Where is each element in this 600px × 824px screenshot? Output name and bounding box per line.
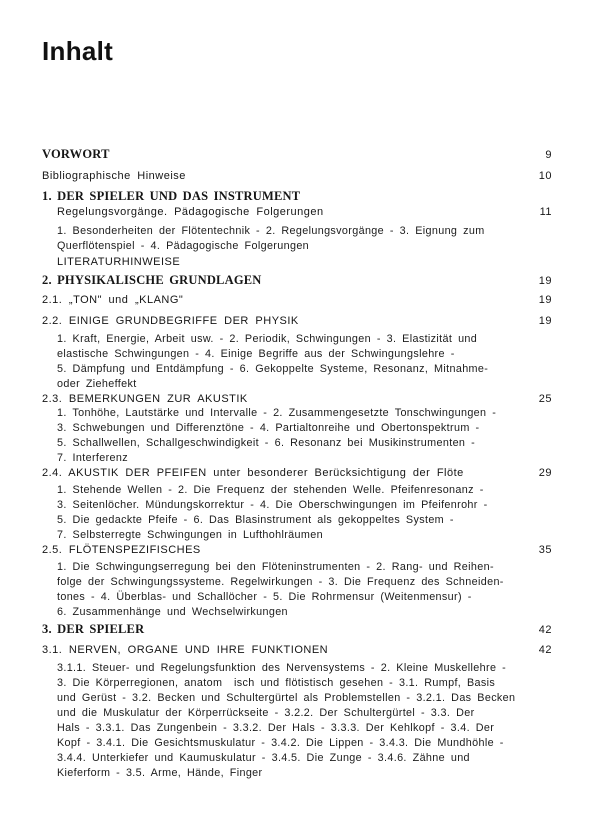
entry-label: 1. DER SPIELER UND DAS INSTRUMENT: [42, 189, 301, 203]
entry-label: Regelungsvorgänge. Pädagogische Folgerungen: [57, 206, 324, 218]
entry-label: 3. DER SPIELER: [42, 622, 145, 636]
entry-label: 2.3. BEMERKUNGEN ZUR AKUSTIK: [42, 393, 248, 405]
entry-label: Bibliographische Hinweise: [42, 170, 186, 182]
subentry-line: 1. Tonhöhe, Lautstärke und Intervalle - 2. Zusammengesetzte Tonschwingungen -: [57, 407, 497, 419]
entry-label: 2.5. FLÖTENSPEZIFISCHES: [42, 544, 201, 556]
subentry-line: Hals - 3.3.1. Das Zungenbein - 3.3.2. Der Hals - 3.3.3. Der Kehlkopf - 3.4. Der: [57, 722, 495, 734]
entry-page-number: 35: [538, 544, 552, 556]
entry-page-number: 25: [538, 393, 552, 405]
toc-subentries-chapter-1: [42, 224, 552, 254]
entry-page-number: 10: [538, 170, 552, 182]
toc-subentries-2-2: [42, 332, 552, 392]
subentry-line: folge der Schwingungssysteme. Regelwirkungen - 3. Die Frequenz des Schneiden-: [57, 576, 504, 588]
entry-label: 2.2. EINIGE GRUNDBEGRIFFE DER PHYSIK: [42, 315, 299, 327]
subentry-line: und die Muskulatur der Körperrückseite - 3.2.2. Der Schultergürtel - 3.3. Der: [57, 707, 475, 719]
toc-subentries-2-3: [42, 406, 552, 466]
entry-label: 2.1. „TON" und „KLANG": [42, 294, 184, 306]
subentry-line: tones - 4. Überblas- und Schallöcher - 5. Die Rohrmensur (Weitenmensur) -: [57, 591, 472, 603]
toc-subentries-2-4: [42, 483, 552, 543]
entry-page-number: 9: [545, 149, 552, 161]
toc-entry-chapter-3: [42, 622, 552, 637]
toc-entry-chapter-2: [42, 273, 552, 288]
subentry-line: 5. Schallwellen, Schallgeschwindigkeit - 6. Resonanz bei Musikinstrumenten -: [57, 437, 476, 449]
entry-page-number: 19: [538, 315, 552, 327]
toc-entry-2-2: [42, 314, 552, 328]
subentry-line: oder Zieheffekt: [57, 378, 137, 390]
entry-page-number: 42: [538, 624, 552, 636]
entry-page-number: 19: [538, 275, 552, 287]
subentry-line: 3. Die Körperregionen, anatom isch und flötistisch gesehen - 3.1. Rumpf, Basis: [57, 677, 496, 689]
subentry-line: 7. Interferenz: [57, 452, 129, 464]
toc-entry-2-3: [42, 392, 552, 406]
subentry-line: 3. Schwebungen und Differenztöne - 4. Partialtonreihe und Obertonspektrum -: [57, 422, 480, 434]
toc-entry-literaturhinweise: [42, 255, 552, 269]
entry-page-number: 29: [538, 467, 552, 479]
entry-label: LITERATURHINWEISE: [57, 256, 181, 268]
subentry-line: 5. Die gedackte Pfeife - 6. Das Blasinstrument als gekoppeltes System -: [57, 514, 454, 526]
subentry-line: 3.1.1. Steuer- und Regelungsfunktion des Nervensystems - 2. Kleine Muskellehre -: [57, 662, 507, 674]
entry-page-number: 11: [539, 206, 552, 218]
subentry-line: Kieferform - 3.5. Arme, Hände, Finger: [57, 767, 263, 779]
entry-label: 2.4. AKUSTIK DER PFEIFEN unter besonderer Berücksichtigung der Flöte: [42, 467, 464, 479]
toc-entry-vorwort: [42, 147, 552, 162]
toc-subentries-2-5: [42, 560, 552, 620]
subentry-line: 3. Seitenlöcher. Mündungskorrektur - 4. Die Oberschwingungen im Pfeifenrohr -: [57, 499, 488, 511]
subentry-line: 7. Selbsterregte Schwingungen in Lufthohlräumen: [57, 529, 323, 541]
page-title: Inhalt: [42, 36, 114, 66]
toc-entry-2-5: [42, 543, 552, 557]
toc-entry-2-1: [42, 293, 552, 307]
entry-page-number: 42: [538, 644, 552, 656]
toc-entry-bibliographische-hinweise: [42, 169, 552, 183]
entry-label: 3.1. NERVEN, ORGANE UND IHRE FUNKTIONEN: [42, 644, 329, 656]
subentry-line: elastische Schwingungen - 4. Einige Begriffe aus der Schwingungslehre -: [57, 348, 455, 360]
subentry-line: Kopf - 3.4.1. Die Gesichtsmuskulatur - 3.4.2. Die Lippen - 3.4.3. Die Mundhöhle -: [57, 737, 504, 749]
subentry-line: 1. Kraft, Energie, Arbeit usw. - 2. Periodik, Schwingungen - 3. Elastizität und: [57, 333, 478, 345]
subentry-line: und Gerüst - 3.2. Becken und Schultergürtel als Problemstellen - 3.2.1. Das Becken: [57, 692, 516, 704]
subentry-line: Querflötenspiel - 4. Pädagogische Folgerungen: [57, 240, 310, 252]
toc-entry-2-4: [42, 466, 552, 480]
entry-label: VORWORT: [42, 147, 110, 161]
subentry-line: 1. Die Schwingungserregung bei den Flöteninstrumenten - 2. Rang- und Reihen-: [57, 561, 494, 573]
subentry-line: 3.4.4. Unterkiefer und Kaumuskulatur - 3.4.5. Die Zunge - 3.4.6. Zähne und: [57, 752, 470, 764]
subentry-line: 6. Zusammenhänge und Wechselwirkungen: [57, 606, 288, 618]
subentry-line: 1. Besonderheiten der Flötentechnik - 2. Regelungsvorgänge - 3. Eignung zum: [57, 225, 485, 237]
subentry-line: 1. Stehende Wellen - 2. Die Frequenz der stehenden Welle. Pfeifenresonanz -: [57, 484, 484, 496]
entry-label: 2. PHYSIKALISCHE GRUNDLAGEN: [42, 273, 262, 287]
toc-entry-chapter-1: [42, 189, 552, 204]
toc-subentries-3-1: [42, 661, 552, 781]
subentry-line: 5. Dämpfung und Entdämpfung - 6. Gekoppelte Systeme, Resonanz, Mitnahme-: [57, 363, 489, 375]
toc-entry-chapter-1-subtitle: [42, 205, 552, 219]
entry-page-number: 19: [538, 294, 552, 306]
toc-entry-3-1: [42, 643, 552, 657]
